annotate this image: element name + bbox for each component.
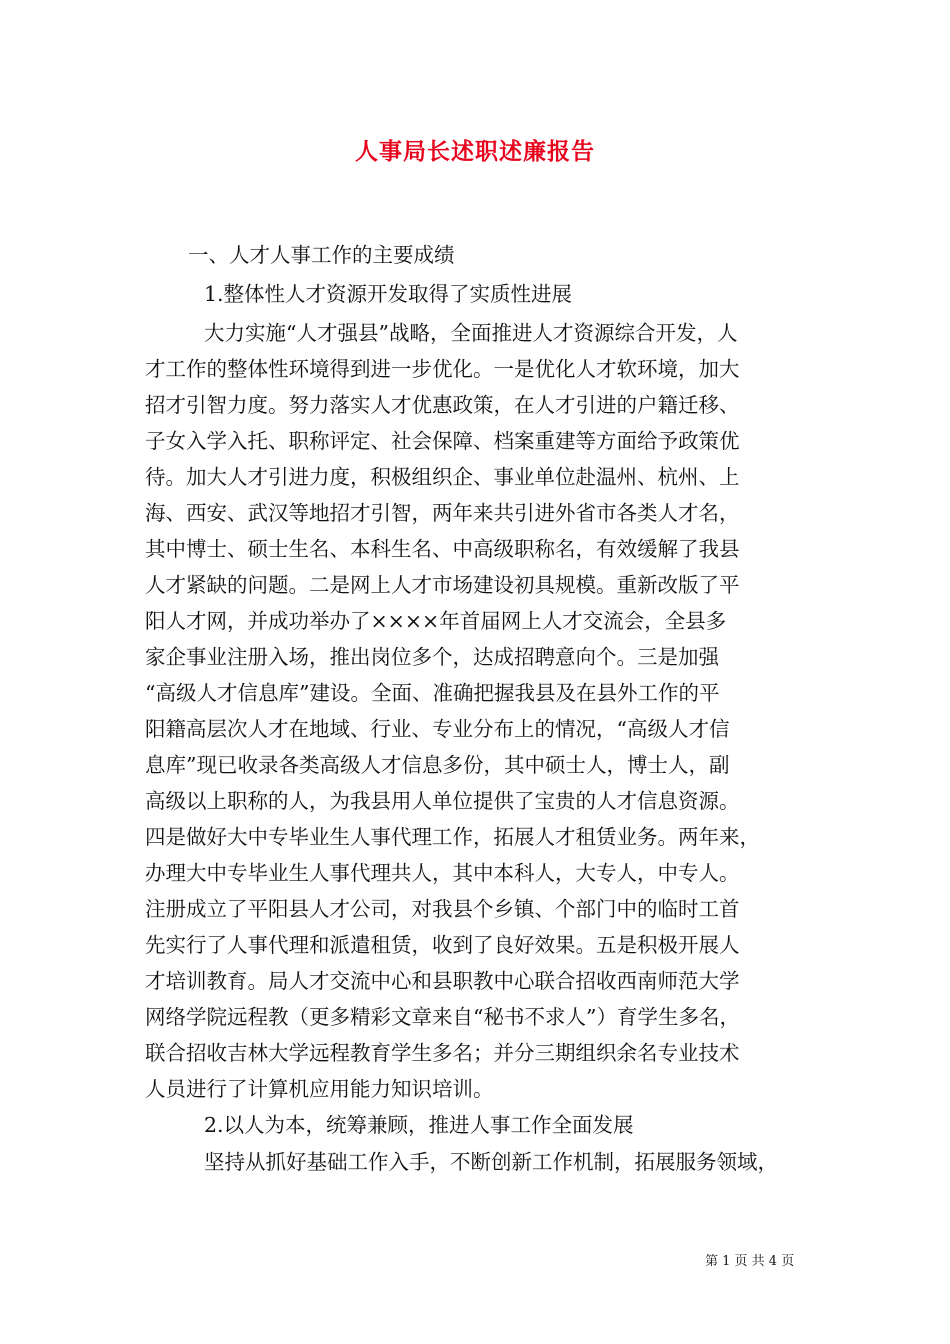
body-line: 大力实施“人才强县”战略，全面推进人才资源综合开发，人 (204, 321, 738, 345)
subsection-heading: 2.以人为本，统筹兼顾，推进人事工作全面发展 (204, 1113, 634, 1137)
section-heading: 一、人才人事工作的主要成绩 (188, 243, 455, 267)
body-line: 其中博士、硕士生名、本科生名、中高级职称名，有效缓解了我县 (145, 537, 740, 561)
document-title: 人事局长述职述廉报告 (355, 138, 595, 165)
body-line: 招才引智力度。努力落实人才优惠政策，在人才引进的户籍迁移、 (145, 393, 740, 417)
body-line: 坚持从抓好基础工作入手，不断创新工作机制，拓展服务领域， (204, 1150, 778, 1174)
body-line: 才工作的整体性环境得到进一步优化。一是优化人才软环境，加大 (145, 357, 740, 381)
page-number: 第 1 页 共 4 页 (705, 1254, 795, 1269)
body-line: 网络学院远程教（更多精彩文章来自“秘书不求人”）育学生多名， (145, 1005, 740, 1029)
body-line: 办理大中专毕业生人事代理共人，其中本科人，大专人，中专人。 (145, 861, 740, 885)
body-line: 待。加大人才引进力度，积极组织企、事业单位赴温州、杭州、上 (145, 465, 740, 489)
body-line: 人员进行了计算机应用能力知识培训。 (145, 1077, 494, 1101)
body-line: 人才紧缺的问题。二是网上人才市场建设初具规模。重新改版了平 (145, 573, 740, 597)
body-line: 四是做好大中专毕业生人事代理工作，拓展人才租赁业务。两年来， (145, 825, 760, 849)
body-line: 海、西安、武汉等地招才引智，两年来共引进外省市各类人才名， (145, 501, 740, 525)
body-line: 先实行了人事代理和派遣租赁，收到了良好效果。五是积极开展人 (145, 933, 740, 957)
body-line: 注册成立了平阳县人才公司，对我县个乡镇、个部门中的临时工首 (145, 897, 740, 921)
body-line: 子女入学入托、职称评定、社会保障、档案重建等方面给予政策优 (145, 429, 740, 453)
body-line: “高级人才信息库”建设。全面、准确把握我县及在县外工作的平 (145, 681, 720, 705)
body-line: 联合招收吉林大学远程教育学生多名；并分三期组织余名专业技术 (145, 1041, 740, 1065)
subsection-heading: 1.整体性人才资源开发取得了实质性进展 (204, 282, 573, 306)
body-line: 阳人才网，并成功举办了××××年首届网上人才交流会，全县多 (145, 609, 727, 633)
body-line: 才培训教育。局人才交流中心和县职教中心联合招收西南师范大学 (145, 969, 740, 993)
body-line: 高级以上职称的人，为我县用人单位提供了宝贵的人才信息资源。 (145, 789, 740, 813)
body-line: 阳籍高层次人才在地域、行业、专业分布上的情况，“高级人才信 (145, 717, 730, 741)
body-line: 家企事业注册入场，推出岗位多个，达成招聘意向个。三是加强 (145, 645, 719, 669)
body-line: 息库”现已收录各类高级人才信息多份，其中硕士人，博士人，副 (145, 753, 730, 777)
